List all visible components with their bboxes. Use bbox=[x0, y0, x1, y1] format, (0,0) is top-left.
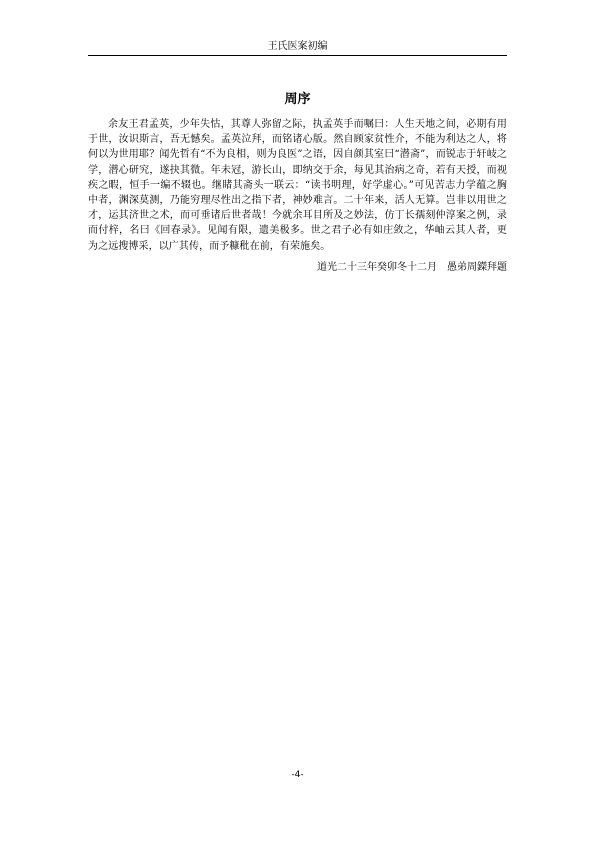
page-number: -4- bbox=[291, 770, 304, 780]
preface-body: 余友王君孟英，少年失怙，其尊人弥留之际，执孟英手而嘱曰：人生天地之间，必期有用于世，汝识斯言，吾无憾矣。孟英泣拜，而铭诸心版。然自顾家贫性介，不能为利达之人，将何以为世用耶？闻先哲有“不为良相，则为良医”之语，因自颜其室曰“潜斋”，而锐志于轩岐之学，潜心研究，遂抉其微。年未冠，游长山，即纳交于余，每见其治病之奇，若有天授，而视疾之暇，恒手一编不辍也。继睹其斋头一联云：“读书明理，好学虚心。”可见苦志力学蕴之胸中者，渊深莫测，乃能穷理尽性出之指下者，神妙难言。二十年来，活人无算。岂非以用世之才，运其济世之术，而可垂诸后世者哉！今就余耳目所及之妙法，仿丁长孺刻仲淳案之例，录而付梓，名曰《回春录》。见闻有限，遗美极多。世之君子必有如庄敛之，华岫云其人者，更为之远搜博采，以广其传，而予糠秕在前，有荣施矣。 bbox=[88, 119, 507, 252]
running-header: 王氏医案初编 bbox=[267, 41, 328, 52]
header-divider bbox=[88, 55, 507, 56]
preface-signature: 道光二十三年癸卯冬十二月 愚弟周鑅拜题 bbox=[317, 262, 507, 273]
section-title: 周序 bbox=[284, 92, 311, 107]
